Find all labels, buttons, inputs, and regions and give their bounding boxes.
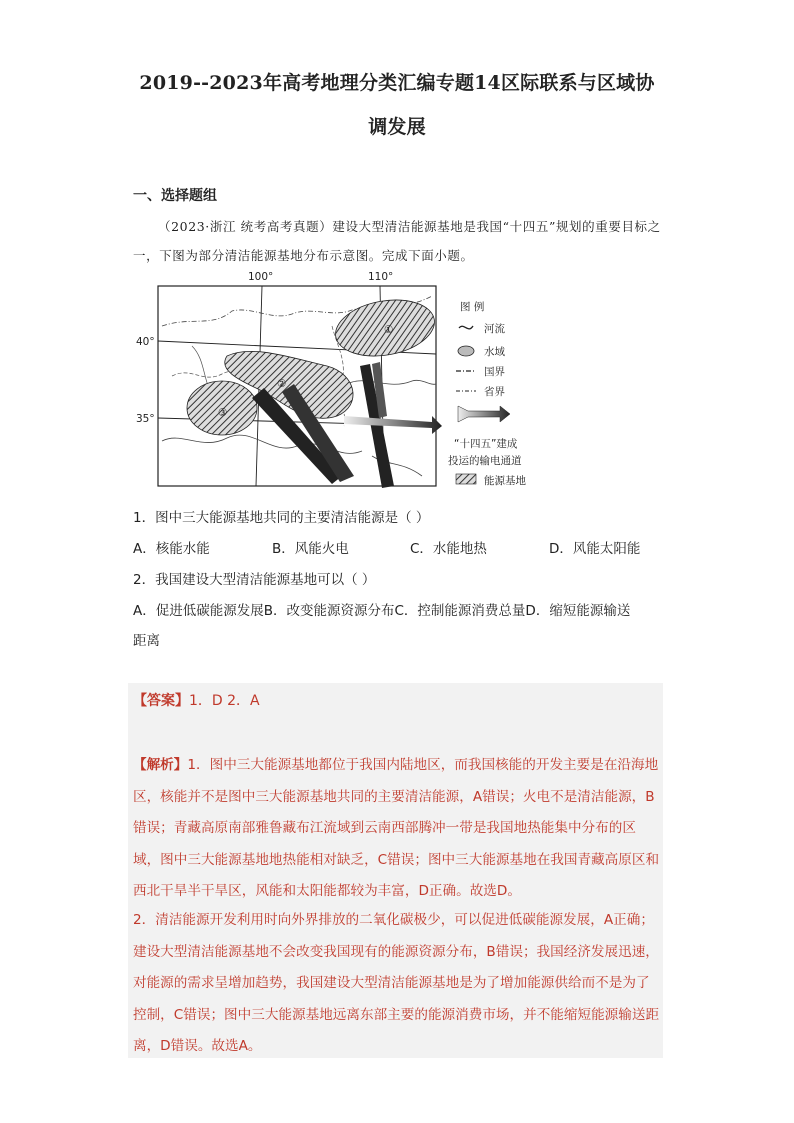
legend-energy-base: 能源基地 xyxy=(484,475,526,487)
explanation-q1 xyxy=(133,750,661,908)
q1-option-b: B．风能火电 xyxy=(272,541,349,557)
answer-line xyxy=(133,690,260,710)
base-label-3: ③ xyxy=(218,407,228,419)
explanation-q2: 2．清洁能源开发利用时向外界排放的二氧化碳极少，可以促进低碳能源发展，A正确；建设大型清洁能源基地不会改变我国现有的能源资源分布，B错误；我国经济发展迅速，对能源的需求呈增加趋势，我国建设大型清洁能源基地是为了增加能源供给而不是为了控制，C错误；图中三大能源基地远离东部主要的能源消费市场，并不能缩短能源输送距离，D错误。故选A。 xyxy=(133,912,660,1054)
transmission-legend-icon xyxy=(458,406,510,422)
energy-base-map xyxy=(132,266,532,496)
doc-title-line2: 调发展 xyxy=(368,116,426,138)
legend-province-border: 省界 xyxy=(484,386,505,398)
legend-transmission-1: “十四五”建成 xyxy=(454,438,518,450)
question-1-stem: 1．图中三大能源基地共同的主要清洁能源是（ ） xyxy=(133,510,430,526)
energy-base-legend-icon xyxy=(456,474,476,484)
lat-label-35: 35° xyxy=(136,413,155,425)
explanation-label: 【解析】 xyxy=(133,757,188,773)
question-intro: （2023·浙江 统考高考真题）建设大型清洁能源基地是我国“十四五”规划的重要目标之一，下图为部分清洁能源基地分布示意图。完成下面小题。 xyxy=(133,219,661,263)
lat-label-40: 40° xyxy=(136,336,155,348)
legend-transmission-2: 投运的输电通道 xyxy=(448,455,522,467)
q2-options: A．促进低碳能源发展B．改变能源资源分布C．控制能源消费总量D．缩短能源输送 xyxy=(133,603,631,619)
water-legend-icon xyxy=(458,346,474,356)
explanation-text-1: 1．图中三大能源基地都位于我国内陆地区，而我国核能的开发主要是在沿海地区，核能并不是图中三大能源基地共同的主要清洁能源，A错误；火电不是清洁能源，B错误；青藏高原南部雅鲁藏布江流域到云南西部腾冲一带是我国地热能集中分布的区域，图中三大能源基地地热能相对缺乏，C错误；图中三大能源基地在我国青藏高原区和西北干旱半干旱区，风能和太阳能都较为丰富，D正确。故选D。 xyxy=(133,757,660,899)
q2-options-wrap: 距离 xyxy=(133,633,160,649)
legend-title: 图 例 xyxy=(460,301,485,313)
answer-text: 1．D 2．A xyxy=(189,693,260,709)
doc-title-line1: 2019--2023年高考地理分类汇编专题14区际联系与区域协 xyxy=(139,72,655,94)
legend-water: 水域 xyxy=(484,346,505,358)
lon-label-100: 100° xyxy=(248,271,274,283)
q1-option-c: C．水能地热 xyxy=(410,541,487,557)
section-heading: 一、选择题组 xyxy=(133,188,217,204)
q1-option-a: A．核能水能 xyxy=(133,541,210,557)
base-label-2: ② xyxy=(277,378,287,390)
lon-label-110: 110° xyxy=(368,271,394,283)
q1-option-d: D．风能太阳能 xyxy=(549,541,641,557)
legend-river: 河流 xyxy=(484,323,505,335)
legend-national-border: 国界 xyxy=(484,366,505,378)
river-legend-icon xyxy=(459,326,473,329)
question-2-stem: 2．我国建设大型清洁能源基地可以（ ） xyxy=(133,572,376,588)
base-label-1: ① xyxy=(384,324,394,336)
answer-label: 【答案】 xyxy=(133,693,189,709)
